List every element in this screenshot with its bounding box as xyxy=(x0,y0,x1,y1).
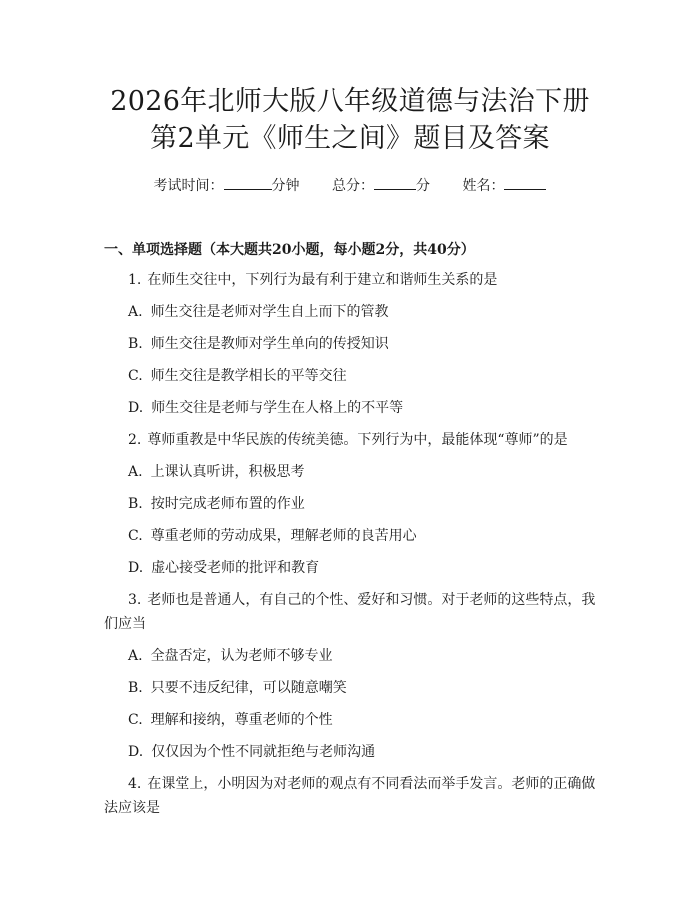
option-letter: D. xyxy=(128,400,144,416)
question-number: 4. xyxy=(128,776,142,792)
student-name-info xyxy=(462,178,546,194)
option-text: 师生交往是教学相长的平等交往 xyxy=(150,368,347,384)
answer-option xyxy=(104,740,596,764)
option-letter: B. xyxy=(128,496,143,512)
option-text: 理解和接纳，尊重老师的个性 xyxy=(150,712,333,728)
question-number: 1. xyxy=(128,272,142,288)
answer-option xyxy=(104,556,596,580)
question-2 xyxy=(104,428,596,580)
option-text: 只要不违反纪律，可以随意嘲笑 xyxy=(150,680,347,696)
exam-time-label: 考试时间： xyxy=(153,178,224,194)
answer-option xyxy=(104,708,596,732)
section-heading: 一、单项选择题（本大题共20小题，每小题2分，共40分） xyxy=(104,242,475,258)
question-number: 3. xyxy=(128,592,142,608)
option-letter: B. xyxy=(128,680,143,696)
option-text: 尊重老师的劳动成果，理解老师的良苦用心 xyxy=(150,528,417,544)
option-text: 师生交往是教师对学生单向的传授知识 xyxy=(150,336,389,352)
option-letter: A. xyxy=(128,648,143,664)
exam-time-blank xyxy=(224,175,272,190)
total-score-info xyxy=(332,178,430,194)
question-stem xyxy=(104,588,596,636)
option-letter: C. xyxy=(128,368,143,384)
option-text: 上课认真听讲，积极思考 xyxy=(150,464,305,480)
question-3 xyxy=(104,588,596,764)
question-text: 在课堂上，小明因为对老师的观点有不同看法而举手发言。老师的正确做法应该是 xyxy=(104,776,596,816)
answer-option xyxy=(104,332,596,356)
question-list xyxy=(104,268,596,820)
answer-option xyxy=(104,460,596,484)
option-letter: C. xyxy=(128,528,143,544)
option-text: 师生交往是老师与学生在人格上的不平等 xyxy=(151,400,404,416)
answer-option xyxy=(104,524,596,548)
option-letter: C. xyxy=(128,712,143,728)
exam-info-line xyxy=(104,175,596,196)
question-number: 2. xyxy=(128,432,142,448)
question-text: 老师也是普通人，有自己的个性、爱好和习惯。对于老师的这些特点，我们应当 xyxy=(104,592,596,632)
answer-option xyxy=(104,644,596,668)
total-score-blank xyxy=(374,175,416,190)
answer-option xyxy=(104,676,596,700)
option-letter: D. xyxy=(128,560,144,576)
question-text: 尊师重教是中华民族的传统美德。下列行为中，最能体现“尊师”的是 xyxy=(147,432,568,448)
answer-option xyxy=(104,364,596,388)
question-1 xyxy=(104,268,596,420)
total-score-unit: 分 xyxy=(416,178,430,194)
option-text: 全盘否定，认为老师不够专业 xyxy=(150,648,333,664)
answer-option xyxy=(104,492,596,516)
question-stem xyxy=(104,428,596,452)
option-letter: A. xyxy=(128,304,143,320)
student-name-blank xyxy=(504,175,546,190)
option-text: 仅仅因为个性不同就拒绝与老师沟通 xyxy=(151,744,376,760)
question-4 xyxy=(104,772,596,820)
option-letter: A. xyxy=(128,464,143,480)
exam-time-info xyxy=(154,178,300,194)
option-letter: D. xyxy=(128,744,144,760)
total-score-label: 总分： xyxy=(332,178,374,194)
option-letter: B. xyxy=(128,336,143,352)
option-text: 按时完成老师布置的作业 xyxy=(150,496,305,512)
question-stem xyxy=(104,268,596,292)
document-title: 2026年北师大版八年级道德与法治下册第2单元《师生之间》题目及答案 xyxy=(110,86,590,154)
option-text: 虚心接受老师的批评和教育 xyxy=(151,560,320,576)
answer-option xyxy=(104,396,596,420)
option-text: 师生交往是老师对学生自上而下的管教 xyxy=(150,304,389,320)
answer-option xyxy=(104,300,596,324)
question-stem xyxy=(104,772,596,820)
exam-time-unit: 分钟 xyxy=(271,178,300,194)
student-name-label: 姓名： xyxy=(462,178,505,194)
question-text: 在师生交往中，下列行为最有利于建立和谐师生关系的是 xyxy=(147,272,498,288)
